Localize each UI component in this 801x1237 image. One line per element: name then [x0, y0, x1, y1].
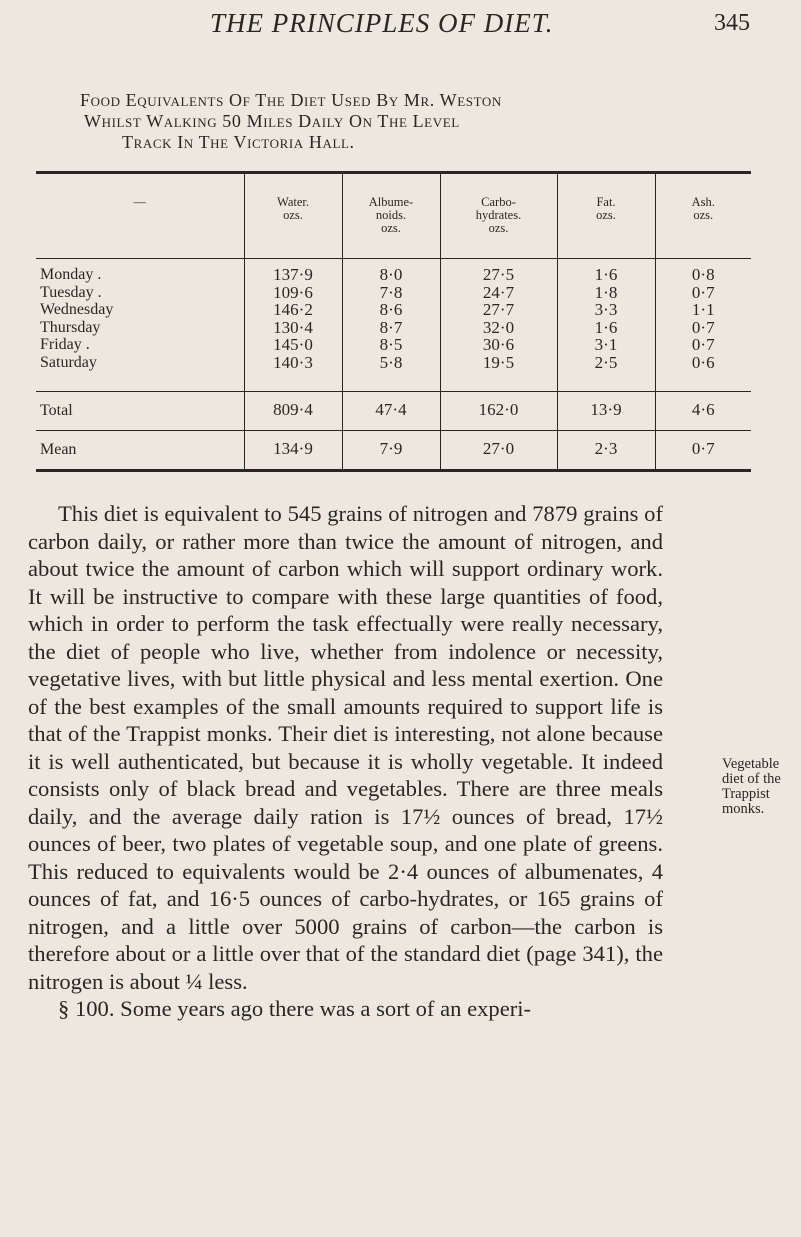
total-label: Total [40, 402, 73, 419]
ash-item: 0·7 [691, 317, 715, 337]
header-fat-label: Fat. ozs. [596, 195, 616, 222]
water-item: 137·9 [273, 265, 313, 284]
carbohydrates-values [441, 259, 557, 371]
water-column [244, 259, 342, 392]
fat-item: 3·1 [594, 335, 618, 354]
margin-note-line-2: diet of the [722, 771, 781, 787]
header-fat [557, 173, 655, 259]
table-caption [80, 90, 680, 153]
header-ash-label: Ash. ozs. [691, 195, 715, 222]
day-item: Friday . [40, 336, 90, 353]
header-blank: — [133, 195, 146, 209]
body-text [28, 500, 663, 1023]
total-albumenoids: 47·4 [342, 392, 440, 431]
ash-item: 1·1 [691, 300, 715, 319]
water-item: 130·4 [273, 317, 313, 337]
fat-item: 2·5 [594, 352, 618, 372]
water-item: 145·0 [273, 335, 313, 354]
carbohydrates-item: 19·5 [482, 352, 515, 372]
page-header [0, 8, 801, 38]
day-item: Tuesday . [40, 283, 102, 301]
total-fat: 13·9 [557, 392, 655, 431]
mean-fat: 2·3 [557, 431, 655, 471]
carbohydrates-item: 24·7 [482, 282, 515, 302]
albumenoids-item: 7·8 [379, 282, 403, 302]
page-number: 345 [714, 10, 750, 36]
margin-note-trappist [722, 757, 798, 817]
header-carbohydrates [440, 173, 557, 259]
carbohydrates-item: 27·5 [482, 265, 515, 284]
fat-column [557, 259, 655, 392]
carbohydrates-item: 32·0 [482, 317, 515, 337]
header-albumenoids-label: Albume- noids. ozs. [368, 195, 414, 235]
fat-values [558, 259, 655, 371]
day-item: Monday . [40, 266, 102, 283]
water-values [245, 259, 342, 371]
day-labels [36, 259, 244, 392]
mean-carbohydrates: 27·0 [440, 431, 557, 471]
ash-column [655, 259, 751, 392]
caption-line-2: Whilst Walking 50 Miles Daily On The Level [84, 111, 460, 131]
ash-values [656, 259, 752, 371]
margin-note-line-3: Trappist [722, 786, 770, 802]
carbohydrates-column [440, 259, 557, 392]
albumenoids-item: 5·8 [379, 352, 403, 372]
table-header-row [36, 173, 751, 259]
mean-row [36, 431, 751, 471]
header-carbohydrates-label: Carbo- hydrates. ozs. [475, 195, 522, 235]
ash-item: 0·8 [691, 265, 715, 284]
header-water [244, 173, 342, 259]
caption-line-1: Food Equivalents Of The Diet Used By Mr. Weston [80, 90, 502, 110]
total-carbohydrates: 162·0 [440, 392, 557, 431]
header-water-label: Water. ozs. [277, 195, 309, 222]
carbohydrates-item: 30·6 [482, 335, 515, 354]
day-item: Thursday [40, 318, 101, 336]
day-list [36, 259, 244, 371]
section-100-start: § 100. Some years ago there was a sort of an experi- [58, 996, 532, 1021]
albumenoids-item: 8·7 [379, 317, 403, 337]
day-item: Wednesday [40, 301, 114, 318]
fat-item: 3·3 [594, 300, 618, 319]
ash-item: 0·7 [691, 335, 715, 354]
albumenoids-item: 8·5 [379, 335, 403, 354]
fat-item: 1·6 [594, 317, 618, 337]
mean-ash: 0·7 [655, 431, 751, 471]
ash-item: 0·7 [691, 282, 715, 302]
albumenoids-item: 8·6 [379, 300, 403, 319]
albumenoids-item: 8·0 [379, 265, 403, 284]
total-row [36, 392, 751, 431]
mean-albumenoids: 7·9 [342, 431, 440, 471]
water-item: 140·3 [273, 352, 313, 372]
mean-label: Mean [40, 441, 77, 458]
albumenoids-values [343, 259, 440, 371]
ash-item: 0·6 [691, 352, 715, 372]
header-albumenoids [342, 173, 440, 259]
running-title: THE PRINCIPLES OF DIET. [210, 8, 554, 38]
albumenoids-column [342, 259, 440, 392]
daily-rows [36, 259, 751, 392]
total-water: 809·4 [244, 392, 342, 431]
margin-note-line-4: monks. [722, 801, 765, 817]
carbohydrates-item: 27·7 [482, 300, 515, 319]
water-item: 146·2 [273, 300, 313, 319]
fat-item: 1·6 [594, 265, 618, 284]
diet-table [36, 171, 751, 472]
day-item: Saturday [40, 353, 97, 371]
fat-item: 1·8 [594, 282, 618, 302]
header-ash [655, 173, 751, 259]
margin-note-line-1: Vegetable [722, 756, 780, 772]
paragraph-diet-equivalents: This diet is equivalent to 545 grains of nitrogen and 7879 grains of carbon daily, or rather more than twice the amount of nitrogen, and about twice the amount of carbon which will support ordinary work. It will be instructive to compare with these large quantities of food, which in order to perform the task effectually were really necessary, the diet of people who live, whether from indolence or necessity, vegetative lives, with but little physical and less mental exertion. One of the best examples of the small amounts required to support life is that of the Trappist monks. Their diet is interesting, not alone because it is well authenticated, but because it is wholly vegetable. It indeed consists only of black bread and vegetables. There are three meals daily, and the average daily ration is 17½ ounces of bread, 17½ ounces of beer, two plates of vegetable soup, and one plate of greens. This reduced to equivalents would be 2·4 ounces of albumenates, 4 ounces of fat, and 16·5 ounces of carbo-hydrates, or 165 grains of nitrogen, and a little over 5000 grains of carbon—the carbon is therefore about or a little over that of the standard diet (page 341), the nitrogen is about ¼ less. [28, 501, 663, 994]
caption-line-3: Track In The Victoria Hall. [122, 132, 355, 152]
total-ash: 4·6 [655, 392, 751, 431]
water-item: 109·6 [273, 282, 313, 302]
mean-water: 134·9 [244, 431, 342, 471]
